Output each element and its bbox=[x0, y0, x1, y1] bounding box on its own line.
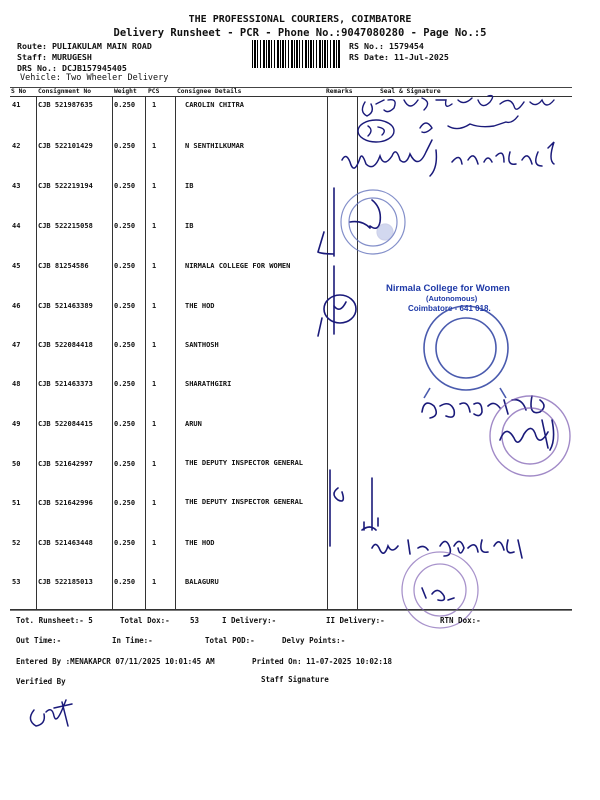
verified-by-label: Verified By bbox=[16, 677, 66, 686]
row-sno: 46 bbox=[12, 302, 21, 310]
row-weight: 0.250 bbox=[114, 578, 136, 586]
row-consignee: SHARATHGIRI bbox=[185, 380, 232, 388]
row-sno: 43 bbox=[12, 182, 21, 190]
row-consignee: BALAGURU bbox=[185, 578, 219, 586]
row-weight: 0.250 bbox=[114, 460, 136, 468]
college-stamp-line1: Nirmala College for Women bbox=[386, 283, 510, 294]
staff-signature-label: Staff Signature bbox=[261, 675, 329, 684]
signature-row-42 bbox=[342, 140, 554, 176]
row-weight: 0.250 bbox=[114, 101, 136, 109]
bracket-mark-45-46 bbox=[318, 266, 356, 336]
col-header-seal: Seal & Signature bbox=[380, 88, 441, 95]
row-sno: 45 bbox=[12, 262, 21, 270]
row-consignment: CJB 522219194 bbox=[38, 182, 93, 190]
total-dox-value: 53 bbox=[190, 616, 200, 625]
row-consignee: THE HOD bbox=[185, 539, 215, 547]
table-divider bbox=[357, 96, 358, 609]
row-pcs: 1 bbox=[152, 578, 157, 586]
row-consignment: CJB 521987635 bbox=[38, 101, 93, 109]
row-sno: 47 bbox=[12, 341, 21, 349]
row-consignee: IB bbox=[185, 182, 194, 190]
row-pcs: 1 bbox=[152, 262, 157, 270]
staff-label: Staff: MURUGESH bbox=[17, 52, 92, 62]
rtn-dox: RTN Dox:- bbox=[440, 616, 481, 625]
row-pcs: 1 bbox=[152, 341, 157, 349]
row-pcs: 1 bbox=[152, 302, 157, 310]
signature-row-49 bbox=[500, 420, 554, 450]
signature-row-41 bbox=[358, 96, 554, 142]
tot-runsheet: Tot. Runsheet:- 5 bbox=[16, 616, 93, 625]
row-weight: 0.250 bbox=[114, 499, 136, 507]
row-sno: 51 bbox=[12, 499, 21, 507]
row-consignment: CJB 521463389 bbox=[38, 302, 93, 310]
row-pcs: 1 bbox=[152, 499, 157, 507]
route-label: Route: PULIAKULAM MAIN ROAD bbox=[17, 41, 152, 51]
row-weight: 0.250 bbox=[114, 302, 136, 310]
printed-on: Printed On: 11-07-2025 10:02:18 bbox=[252, 657, 392, 666]
runsheet-subtitle: Delivery Runsheet - PCR - Phone No.:9047080280 - Page No.:5 bbox=[113, 27, 487, 39]
total-dox-label: Total Dox:- bbox=[120, 616, 170, 625]
row-weight: 0.250 bbox=[114, 262, 136, 270]
row-weight: 0.250 bbox=[114, 420, 136, 428]
col-header-pcs: PCS bbox=[148, 88, 160, 95]
rs-date-label: RS Date: 11-Jul-2025 bbox=[349, 52, 449, 62]
row-consignee: ARUN bbox=[185, 420, 202, 428]
col-header-weight: Weight bbox=[114, 88, 137, 95]
row-pcs: 1 bbox=[152, 420, 157, 428]
row-consignment: CJB 522084418 bbox=[38, 341, 93, 349]
row-weight: 0.250 bbox=[114, 222, 136, 230]
row-consignee: N SENTHILKUMAR bbox=[185, 142, 245, 150]
row-pcs: 1 bbox=[152, 539, 157, 547]
table-divider bbox=[175, 96, 176, 609]
drs-label: DRS No.: DCJB157945405 bbox=[17, 63, 127, 73]
round-stamp-row-43 bbox=[341, 190, 405, 254]
col-header-consignment: Consignment No bbox=[38, 88, 92, 95]
total-pod: Total POD:- bbox=[205, 636, 255, 645]
row-consignment: CJB 522084415 bbox=[38, 420, 93, 428]
row-consignment: CJB 521463373 bbox=[38, 380, 93, 388]
barcode-image bbox=[252, 40, 340, 68]
college-stamp-line3: Coimbatore - 641 018. bbox=[408, 304, 491, 313]
footer-rule bbox=[10, 610, 572, 611]
row-pcs: 1 bbox=[152, 182, 157, 190]
rs-no-label: RS No.: 1579454 bbox=[349, 41, 424, 51]
row-sno: 44 bbox=[12, 222, 21, 230]
row-consignee: THE DEPUTY INSPECTOR GENERAL bbox=[185, 459, 304, 467]
i-delivery: I Delivery:- bbox=[222, 616, 277, 625]
out-time: Out Time:- bbox=[16, 636, 62, 645]
row-consignment: CJB 521642996 bbox=[38, 499, 93, 507]
table-divider bbox=[145, 96, 146, 609]
row-consignee: THE DEPUTY INSPECTOR GENERAL bbox=[185, 498, 304, 506]
row-consignee: SANTHOSH bbox=[185, 341, 219, 349]
college-stamp-line2: (Autonomous) bbox=[426, 294, 478, 303]
row-consignment: CJB 522185013 bbox=[38, 578, 93, 586]
row-pcs: 1 bbox=[152, 380, 157, 388]
table-divider bbox=[36, 96, 37, 609]
signature-row-53 bbox=[422, 588, 454, 601]
row-sno: 48 bbox=[12, 380, 21, 388]
row-sno: 52 bbox=[12, 539, 21, 547]
col-header-remarks: Remarks bbox=[326, 88, 353, 95]
row-consignee: IB bbox=[185, 222, 194, 230]
signature-row-48 bbox=[422, 396, 544, 418]
vehicle-label: Vehicle: Two Wheeler Delivery bbox=[20, 73, 169, 83]
row-weight: 0.250 bbox=[114, 380, 136, 388]
table-rule bbox=[10, 96, 572, 97]
company-title: THE PROFESSIONAL COURIERS, COIMBATORE bbox=[188, 14, 412, 25]
table-divider bbox=[327, 96, 328, 609]
row-sno: 50 bbox=[12, 460, 21, 468]
row-consignment: CJB 81254586 bbox=[38, 262, 89, 270]
verified-signature bbox=[30, 700, 72, 726]
in-time: In Time:- bbox=[112, 636, 153, 645]
row-pcs: 1 bbox=[152, 460, 157, 468]
col-header-consignee: Consignee Details bbox=[177, 88, 242, 95]
ii-delivery: II Delivery:- bbox=[326, 616, 385, 625]
row-weight: 0.250 bbox=[114, 142, 136, 150]
row-pcs: 1 bbox=[152, 142, 157, 150]
row-weight: 0.250 bbox=[114, 341, 136, 349]
table-divider bbox=[112, 96, 113, 609]
delvy-points: Delvy Points:- bbox=[282, 636, 346, 645]
row-sno: 41 bbox=[12, 101, 21, 109]
row-pcs: 1 bbox=[152, 101, 157, 109]
row-consignment: CJB 522101429 bbox=[38, 142, 93, 150]
row-sno: 49 bbox=[12, 420, 21, 428]
entered-by: Entered By :MENAKAPCR 07/11/2025 10:01:45 AM bbox=[16, 657, 215, 666]
bracket-mark-50-51 bbox=[330, 470, 378, 546]
row-sno: 42 bbox=[12, 142, 21, 150]
row-pcs: 1 bbox=[152, 222, 157, 230]
row-sno: 53 bbox=[12, 578, 21, 586]
row-consignment: CJB 521642997 bbox=[38, 460, 93, 468]
row-weight: 0.250 bbox=[114, 182, 136, 190]
row-consignment: CJB 522215058 bbox=[38, 222, 93, 230]
bank-round-stamp bbox=[424, 306, 508, 398]
col-header-sno: S No bbox=[11, 88, 27, 95]
row-weight: 0.250 bbox=[114, 539, 136, 547]
purple-round-stamp bbox=[490, 396, 570, 476]
signature-row-52 bbox=[372, 540, 522, 558]
row-consignee: CAROLIN CHITRA bbox=[185, 101, 245, 109]
row-consignment: CJB 521463448 bbox=[38, 539, 93, 547]
row-consignee: NIRMALA COLLEGE FOR WOMEN bbox=[185, 262, 291, 270]
row-consignee: THE HOD bbox=[185, 302, 215, 310]
